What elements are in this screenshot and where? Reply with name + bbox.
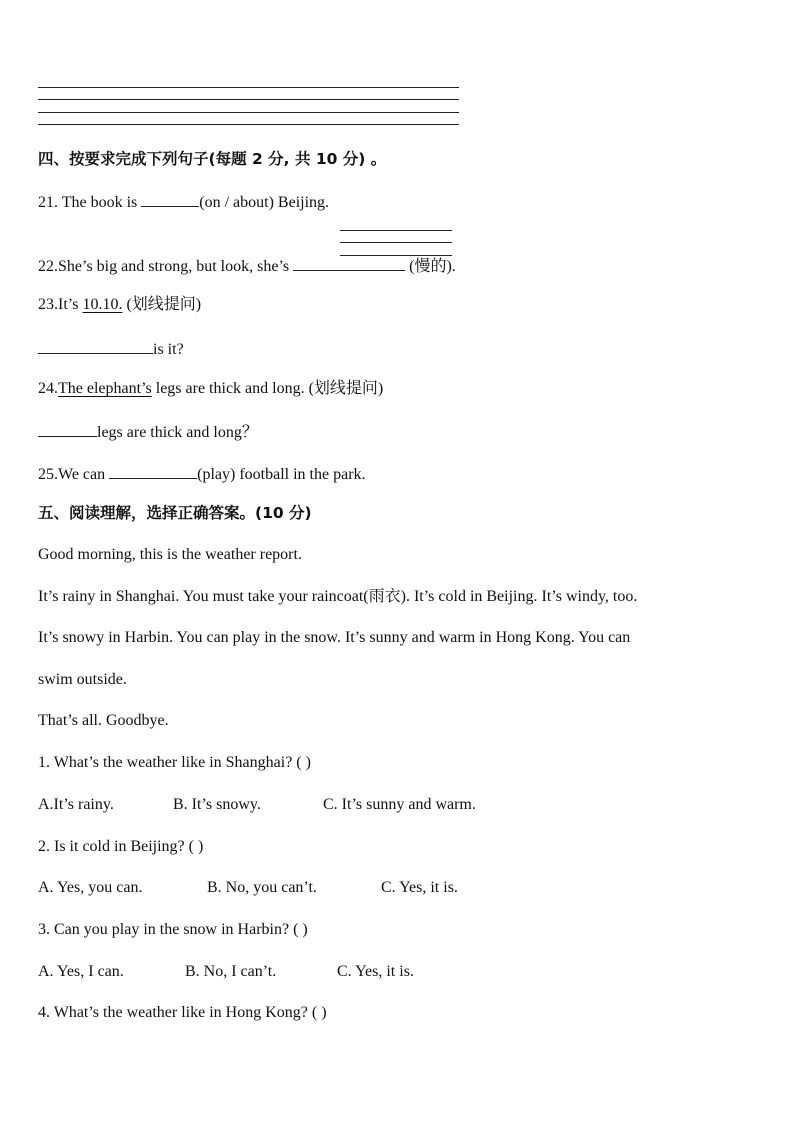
answer-line bbox=[38, 124, 459, 125]
question-24 bbox=[38, 379, 383, 399]
q22-blank[interactable] bbox=[293, 255, 405, 271]
q22-writing-line bbox=[340, 242, 452, 243]
q25-prefix: 25.We can bbox=[38, 466, 110, 483]
section4-heading: 四、按要求完成下列句子(每题 2 分, 共 10 分) 。 bbox=[38, 150, 387, 168]
q21-prefix: 21. The book is bbox=[38, 194, 142, 211]
option-c[interactable]: C. Yes, it is. bbox=[337, 963, 414, 980]
answer-line bbox=[38, 99, 459, 100]
passage-line: That’s all. Goodbye. bbox=[38, 712, 169, 729]
question-25 bbox=[38, 463, 366, 485]
passage-line: It’s snowy in Harbin. You can play in the snow. It’s sunny and warm in Hong Kong. You can bbox=[38, 629, 631, 646]
q24-prefix: 24. bbox=[38, 380, 58, 397]
passage-line: It’s rainy in Shanghai. You must take your raincoat(雨衣). It’s cold in Beijing. It’s windy, too. bbox=[38, 588, 638, 605]
q24-suffix: legs are thick and long. (划线提问) bbox=[151, 380, 384, 397]
q23-answer-suffix: is it? bbox=[153, 341, 184, 358]
q23-suffix: (划线提问) bbox=[122, 296, 202, 313]
q24-underlined: The elephant’s bbox=[58, 380, 152, 397]
q22-suffix: (慢的). bbox=[405, 258, 456, 275]
option-a[interactable]: A. Yes, you can. bbox=[38, 879, 143, 896]
q23-blank[interactable] bbox=[38, 338, 153, 354]
option-c[interactable]: C. It’s sunny and warm. bbox=[323, 796, 476, 813]
option-a[interactable]: A.It’s rainy. bbox=[38, 796, 114, 813]
question-22 bbox=[38, 255, 456, 277]
q23-underlined: 10.10. bbox=[82, 296, 123, 313]
passage-line: swim outside. bbox=[38, 671, 127, 688]
q21-blank[interactable] bbox=[141, 191, 199, 207]
reading-options-3 bbox=[38, 962, 414, 982]
question-21 bbox=[38, 191, 329, 213]
q21-suffix: (on / about) Beijing. bbox=[199, 194, 330, 211]
q22-writing-line bbox=[340, 230, 452, 231]
reading-question-4: 4. What’s the weather like in Hong Kong? ( ) bbox=[38, 1004, 327, 1021]
q24-answer-suffix: legs are thick and long？ bbox=[97, 424, 258, 441]
q24-blank[interactable] bbox=[38, 421, 97, 437]
passage-line: Good morning, this is the weather report. bbox=[38, 546, 302, 563]
answer-line bbox=[38, 87, 459, 88]
section5-heading: 五、阅读理解，选择正确答案。(10 分) bbox=[38, 504, 312, 522]
question-23-answer bbox=[38, 338, 184, 360]
reading-question-3: 3. Can you play in the snow in Harbin? ( ) bbox=[38, 921, 308, 938]
question-24-answer bbox=[38, 421, 258, 443]
answer-line bbox=[38, 112, 459, 113]
reading-question-2: 2. Is it cold in Beijing? ( ) bbox=[38, 838, 204, 855]
option-b[interactable]: B. No, you can’t. bbox=[207, 879, 317, 896]
q23-prefix: 23.It’s bbox=[38, 296, 83, 313]
reading-options-1 bbox=[38, 795, 476, 815]
q22-prefix: 22.She’s big and strong, but look, she’s bbox=[38, 258, 294, 275]
option-b[interactable]: B. No, I can’t. bbox=[185, 963, 277, 980]
option-b[interactable]: B. It’s snowy. bbox=[173, 796, 261, 813]
option-a[interactable]: A. Yes, I can. bbox=[38, 963, 124, 980]
option-c[interactable]: C. Yes, it is. bbox=[381, 879, 458, 896]
q25-blank[interactable] bbox=[109, 463, 197, 479]
reading-options-2 bbox=[38, 878, 458, 898]
reading-question-1: 1. What’s the weather like in Shanghai? ( ) bbox=[38, 754, 311, 771]
question-23 bbox=[38, 295, 201, 315]
q25-suffix: (play) football in the park. bbox=[197, 466, 366, 483]
